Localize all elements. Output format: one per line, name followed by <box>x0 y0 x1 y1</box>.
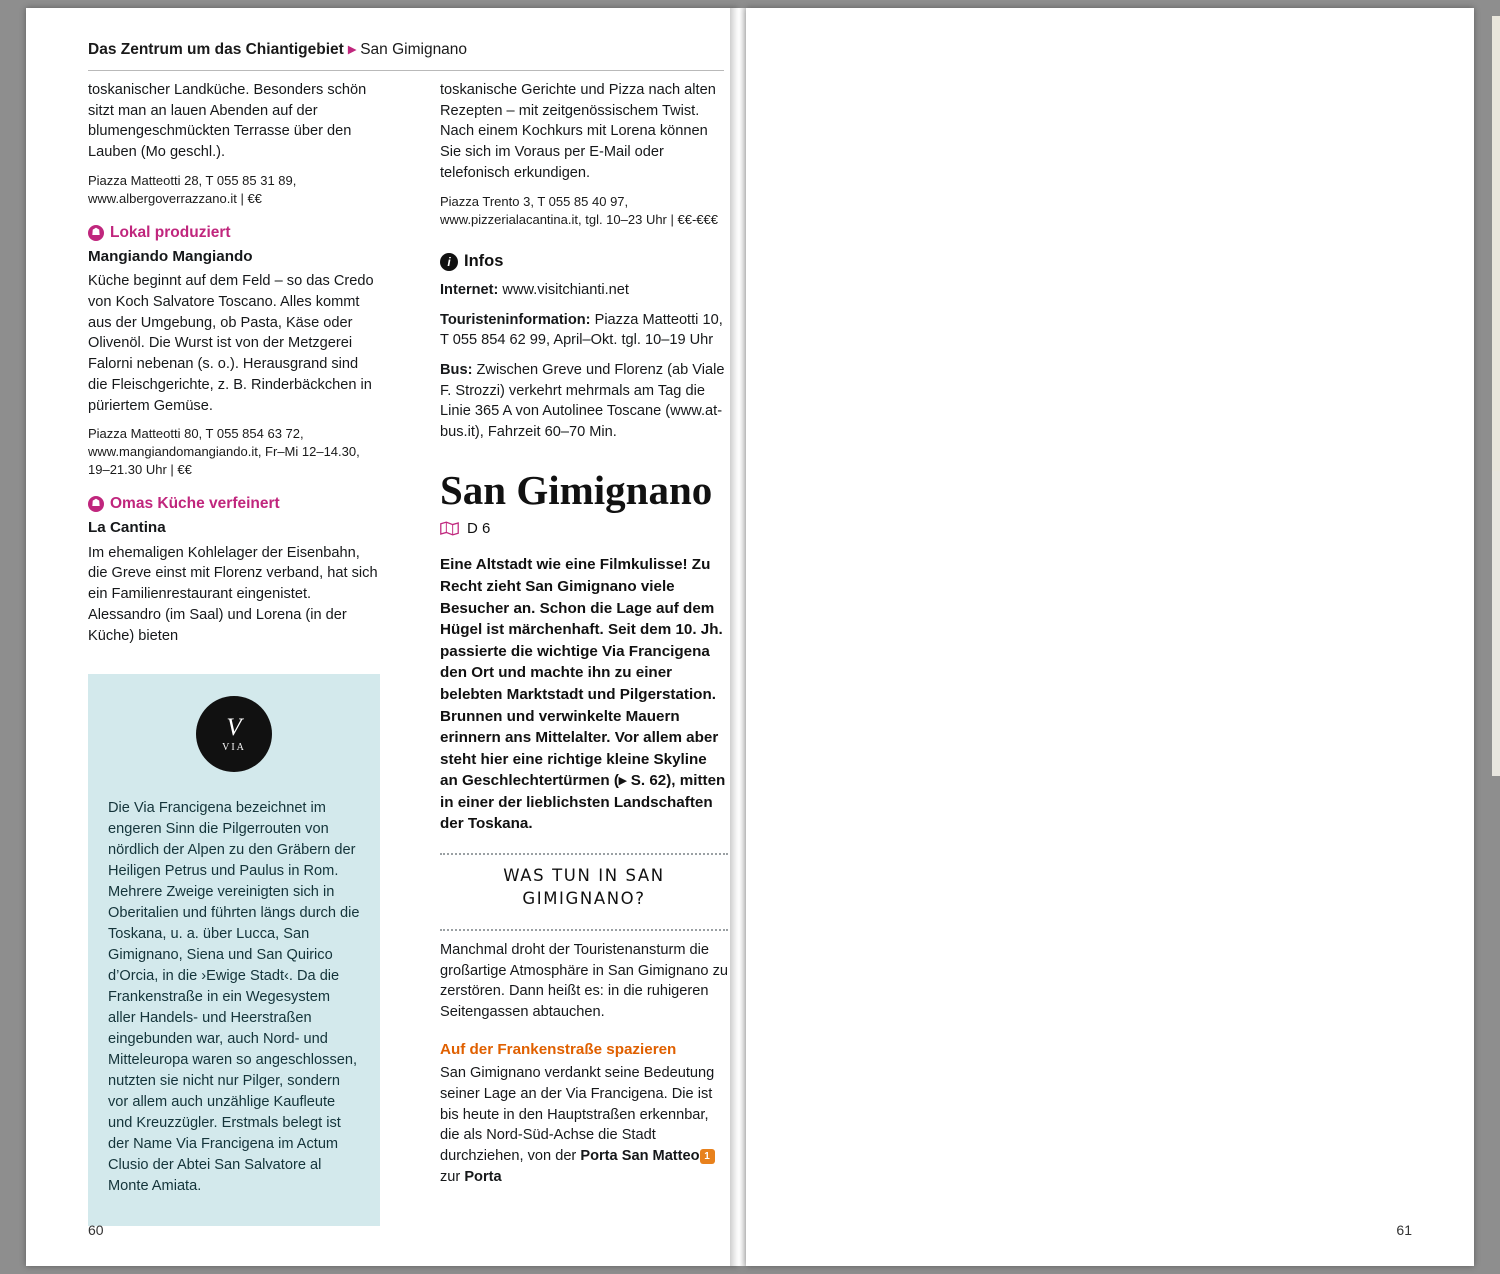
infos-title: Infos <box>464 252 504 271</box>
restaurant-icon: ☗ <box>88 225 104 241</box>
info-val-bus: Zwischen Greve und Florenz (ab Viale F. Strozzi) verkehrt mehrmals am Tag die Linie 365 A von Autolinee Toscane (www.at-bus.it), Fahrzeit 60–70 Min. <box>440 362 725 441</box>
map-grid-reference <box>440 518 728 539</box>
info-line-internet <box>440 280 728 301</box>
continued-paragraph-b: toskanische Gerichte und Pizza nach alten Rezepten – mit zeitgenössischem Twist. Nach einem Kochkurs mit Lorena können Sie sich im Voraus per E-Mail oder telefonisch erkundigen. <box>440 82 716 181</box>
entry-2-label: Omas Küche verfeinert <box>110 495 280 513</box>
via-francigena-box <box>88 674 380 1226</box>
right-page <box>746 8 1474 1266</box>
info-key-internet: Internet: <box>440 281 499 298</box>
running-head-chapter: Das Zentrum um das Chiantigebiet <box>88 41 344 58</box>
map-icon <box>440 521 459 536</box>
infos-header <box>440 250 728 273</box>
map-legend <box>1492 471 1500 776</box>
continued-address: Piazza Matteotti 28, T 055 85 31 89, www.albergoverrazzano.it | €€ <box>88 172 297 206</box>
info-val-tourist: Piazza Matteotti 10, T 055 854 62 99, April–Okt. tgl. 10–19 Uhr <box>440 311 723 349</box>
entry-2-name: La Cantina <box>88 519 166 537</box>
via-box-text: Die Via Francigena bezeichnet im engeren Sinn die Pilgerrouten von nördlich der Alpen zu den Gräbern der Heiligen Petrus und Paulus in Rom. Mehrere Zweige vereinigten sich in Oberitalien und führten längs durch die Toskana, u. a. über Lucca, San Gimignano, Siena und San Quirico d’Orcia, in die ›Ewige Stadt‹. Da die Frankenstraße in ein Wegesystem aller Handels- und Heerstraßen eingebunden war, auch Nord- und Mitteleuropa waren so angeschlossen, nutzten sie nicht nur Pilger, sondern vor allem auch unzählige Kaufleute und Kreuzzügler. Erstmals belegt ist der Name Via Francigena im Actum Clusio der Abtei San Salvatore al Monte Amiata. <box>108 800 360 1194</box>
info-key-bus: Bus: <box>440 362 473 379</box>
entry-2-header <box>88 493 380 515</box>
page-number-right: 61 <box>1396 1222 1412 1238</box>
via-emblem-letter: V <box>226 714 242 741</box>
running-head <box>88 40 467 59</box>
page-number-left: 60 <box>88 1222 104 1238</box>
running-head-separator: ▸ <box>348 41 356 58</box>
info-icon: i <box>440 253 458 271</box>
continued-address-b: Piazza Trento 3, T 055 85 40 97, www.pizzerialacantina.it, tgl. 10–23 Uhr | €€-€€€ <box>440 193 718 227</box>
info-line-bus <box>440 360 728 443</box>
left-page <box>26 8 738 1266</box>
divider-dotted-bottom <box>440 929 728 931</box>
info-key-tourist: Touristeninformation: <box>440 311 591 328</box>
subsection-text-part2: zur <box>440 1168 465 1185</box>
entry-1-name: Mangiando Mangiando <box>88 247 253 265</box>
question-heading: WAS TUN IN SAN GIMIGNANO? <box>503 865 665 909</box>
entry-1-header <box>88 222 380 244</box>
via-emblem <box>196 696 272 772</box>
restaurant-icon: ☗ <box>88 496 104 512</box>
poi-porta: Porta <box>464 1168 502 1185</box>
entry-1-text: Küche beginnt auf dem Feld – so das Credo von Koch Salvatore Toscano. Alles kommt aus der Umgebung, ob Pasta, Käse oder Olivenöl. Die Wurst ist von der Metzgerei Falorni nebenan (s. o.). Herausgrand sind die Fleischgerichte, z. B. Rinderbäckchen in püriertem Gemüse. <box>88 273 374 414</box>
grid-ref-text: D 6 <box>467 519 491 537</box>
town-lead: Eine Altstadt wie eine Filmkulisse! Zu Recht zieht San Gimignano viele Besucher an. Schon die Lage auf dem Hügel ist märchenhaft. Seit dem 10. Jh. passierte die wichtige Via Francigena den Ort und machte ihn zu einer belebten Marktstadt und Pilgerstation. Brunnen und verwinkelte Mauern erinnern ans Mittelalter. Vor allem aber steht hier eine richtige kleine Skyline an Geschlechtertürmen (▸ S. 62), mitten in einer der lieblichsten Landschaften der Toskana. <box>440 556 726 833</box>
info-line-tourist <box>440 310 728 351</box>
running-head-place: San Gimignano <box>360 41 468 58</box>
map-background <box>1492 16 1500 471</box>
entry-1-address: Piazza Matteotti 80, T 055 854 63 72, www.mangiandomangiando.it, Fr–Mi 12–14.30, 19–21.30 Uhr | €€ <box>88 426 360 478</box>
town-title: San Gimignano <box>440 466 713 513</box>
poi-porta-san-matteo: Porta San Matteo <box>580 1148 700 1165</box>
via-emblem-word: VIA <box>222 742 246 753</box>
city-map[interactable] <box>1492 16 1500 471</box>
question-answer: Manchmal droht der Touristenansturm die großartige Atmosphäre in San Gimignano zu zerstören. Dann heißt es: in die ruhigeren Seitengassen abtauchen. <box>440 941 728 1020</box>
divider-dotted-top <box>440 853 728 855</box>
header-rule <box>88 70 724 71</box>
entry-1-label: Lokal produziert <box>110 223 231 241</box>
info-val-internet: www.visitchianti.net <box>498 281 629 298</box>
legend-title <box>1492 485 1500 506</box>
subsection-text-part1: San Gimignano verdankt seine Bedeutung seiner Lage an der Via Francigena. Die ist bis heute in den Hauptstraßen erkennbar, die als Nord-Süd-Achse die Stadt durchziehen, von der <box>440 1065 715 1165</box>
poi-number-1: 1 <box>700 1149 715 1164</box>
left-column-b <box>440 80 728 1197</box>
subsection-text <box>440 1063 728 1187</box>
subsection-heading: Auf der Frankenstraße spazieren <box>440 1040 677 1058</box>
left-column-a <box>88 80 380 655</box>
continued-paragraph: toskanischer Landküche. Besonders schön sitzt man an lauen Abenden auf der blumengeschmückten Terrasse über den Lauben (Mo geschl.). <box>88 82 367 161</box>
entry-2-text: Im ehemaligen Kohlelager der Eisenbahn, die Greve einst mit Florenz verband, hat sich ein Familienrestaurant eingenistet. Alessandro (im Saal) und Lorena (in der Küche) bieten <box>88 544 378 644</box>
